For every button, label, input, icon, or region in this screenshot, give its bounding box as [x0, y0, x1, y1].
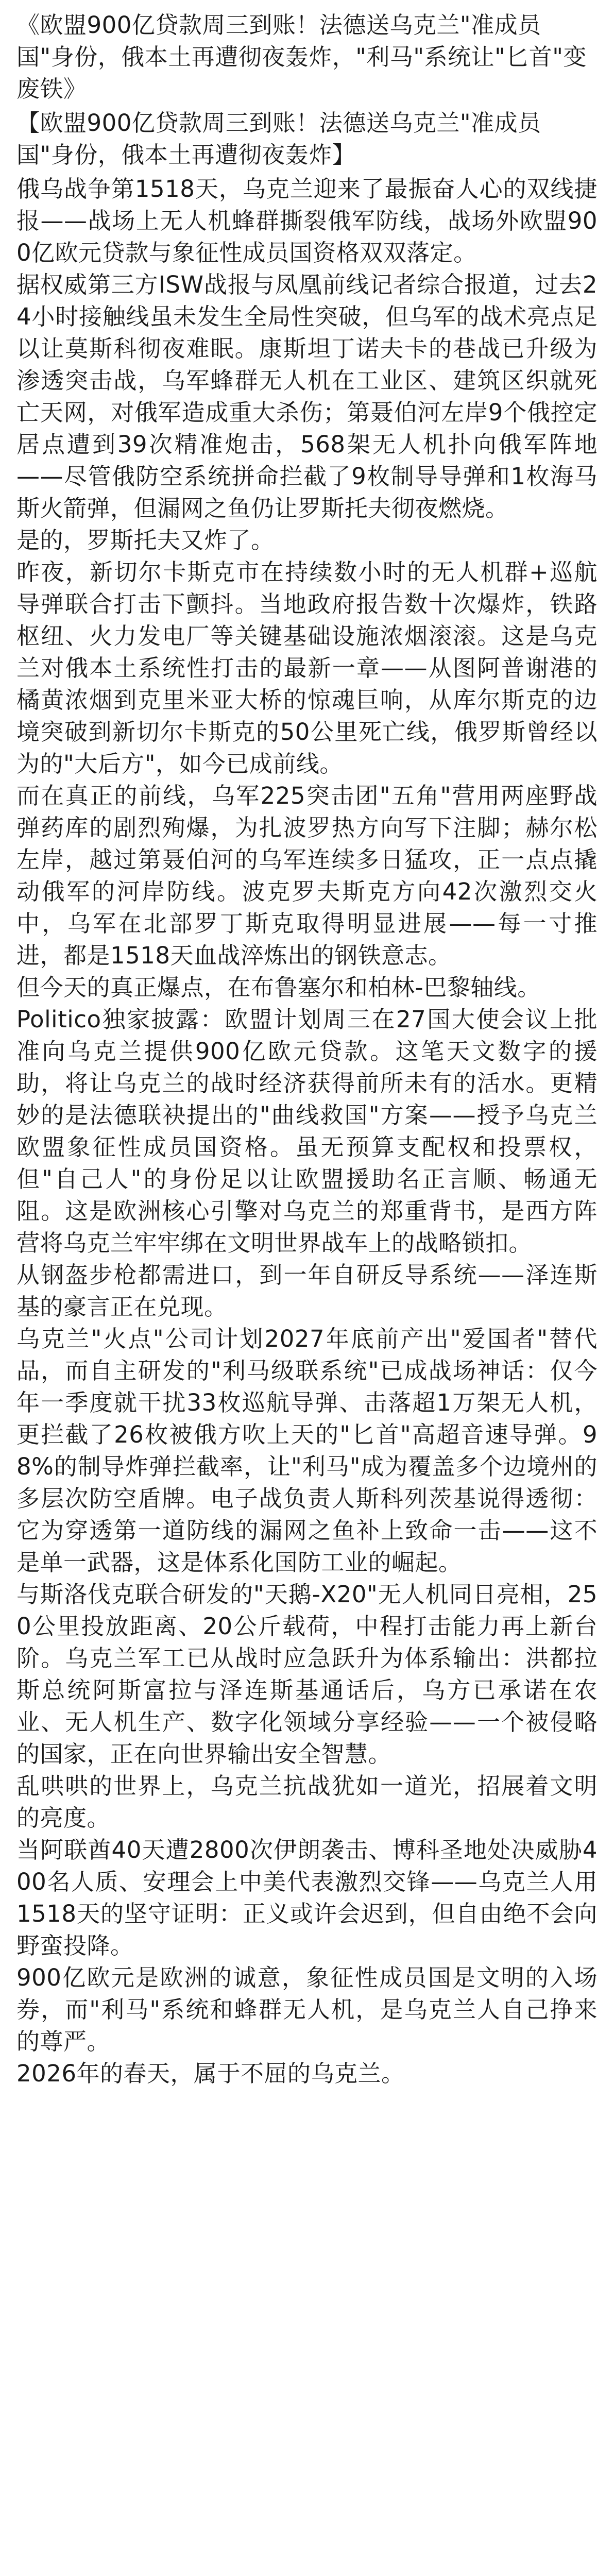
paragraph-dignity: 900亿欧元是欧洲的诚意，象征性成员国是文明的入场券，而"利马"系统和蜂群无人机，是乌克兰人自己挣来的尊严。	[16, 1964, 598, 2055]
paragraph-spring-2026: 2026年的春天，属于不屈的乌克兰。	[16, 2060, 405, 2087]
paragraph-lima-system: 乌克兰"火点"公司计划2027年底前产出"爱国者"替代品，而自主研发的"利马级联系统"已成战场神话：仅今年一季度就干扰33枚巡航导弹、击落超1万架无人机，更拦截了26枚被俄方吹上天的"匕首"高超音速导弹。98%的制导炸弹拦截率，让"利马"成为覆盖多个边境州的多层次防空盾牌。电子战负责人斯科列茨基说得透彻：它为穿透第一道防线的漏网之鱼补上致命一击——这不是单一武器，这是体系化国防工业的崛起。	[16, 1325, 598, 1576]
article	[16, 9, 598, 2090]
paragraph-rostov: 是的，罗斯托夫又炸了。	[16, 527, 275, 554]
paragraph-politico: Politico独家披露：欧盟计划周三在27国大使会议上批准向乌克兰提供900亿欧元贷款。这笔天文数字的援助，将让乌克兰的战时经济获得前所未有的活水。更精妙的是法德联袂提出的"曲线救国"方案——授予乌克兰欧盟象征性成员国资格。虽无预算支配权和投票权，但"自己人"的身份足以让欧盟援助名正言顺、畅通无阻。这是欧洲核心引擎对乌克兰的郑重背书，是西方阵营将乌克兰牢牢绑在文明世界战车上的战略锁扣。	[16, 1006, 598, 1257]
paragraph-swan-x20: 与斯洛伐克联合研发的"天鹅-X20"无人机同日亮相，250公里投放距离、20公斤载荷，中程打击能力再上新台阶。乌克兰军工已从战时应急跃升为体系输出：洪都拉斯总统阿斯富拉与泽连斯基通话后，乌方已承诺在农业、无人机生产、数字化领域分享经验——一个被侵略的国家，正在向世界输出安全智慧。	[16, 1581, 598, 1768]
article-title: 《欧盟900亿贷款周三到账！法德送乌克兰"准成员国"身份，俄本土再遭彻夜轰炸，"利马"系统让"匕首"变废铁》	[16, 11, 587, 103]
paragraph-frontline: 而在真正的前线，乌军225突击团"五角"营用两座野战弹药库的剧烈殉爆，为扎波罗热方向写下注脚；赫尔松左岸，越过第聂伯河的乌军连续多日猛攻，正一点点撬动俄军的河岸防线。波克罗夫斯克方向42次激烈交火中，乌军在北部罗丁斯克取得明显进展——每一寸推进，都是1518天血战淬炼出的钢铁意志。	[16, 782, 598, 969]
article-subtitle: 【欧盟900亿贷款周三到账！法德送乌克兰"准成员国"身份，俄本土再遭彻夜轰炸】	[16, 109, 541, 168]
paragraph-real-highlight: 但今天的真正爆点，在布鲁塞尔和柏林-巴黎轴线。	[16, 974, 541, 1001]
paragraph-day-1518: 俄乌战争第1518天，乌克兰迎来了最振奋人心的双线捷报——战场上无人机蜂群撕裂俄军防线，战场外欧盟900亿欧元贷款与象征性成员国资格双双落定。	[16, 175, 598, 266]
paragraph-light: 乱哄哄的世界上，乌克兰抗战犹如一道光，招展着文明的亮度。	[16, 1772, 598, 1832]
paragraph-world: 当阿联酋40天遭2800次伊朗袭击、博科圣地处决威胁400名人质、安理会上中美代表激烈交锋——乌克兰人用1518天的坚守证明：正义或许会迟到，但自由绝不会向野蛮投降。	[16, 1836, 598, 1959]
paragraph-isw-report: 据权威第三方ISW战报与凤凰前线记者综合报道，过去24小时接触线虽未发生全局性突破，但乌军的战术亮点足以让莫斯科彻夜难眠。康斯坦丁诺夫卡的巷战已升级为渗透突击战，乌军蜂群无人机在工业区、建筑区织就死亡天网，对俄军造成重大杀伤；第聂伯河左岸9个俄控定居点遭到39次精准炮击，568架无人机扑向俄军阵地——尽管俄防空系统拼命拦截了9枚制导导弹和1枚海马斯火箭弹，但漏网之鱼仍让罗斯托夫彻夜燃烧。	[16, 271, 598, 522]
paragraph-zelensky: 从钢盔步枪都需进口，到一年自研反导系统——泽连斯基的豪言正在兑现。	[16, 1261, 598, 1320]
paragraph-novocherkassk: 昨夜，新切尔卡斯克市在持续数小时的无人机群+巡航导弹联合打击下颤抖。当地政府报告数十次爆炸，铁路枢纽、火力发电厂等关键基础设施浓烟滚滚。这是乌克兰对俄本土系统性打击的最新一章——从图阿普谢港的橘黄浓烟到克里米亚大桥的惊魂巨响，从库尔斯克的边境突破到新切尔卡斯克的50公里死亡线，俄罗斯曾经以为的"大后方"，如今已成前线。	[16, 558, 598, 777]
